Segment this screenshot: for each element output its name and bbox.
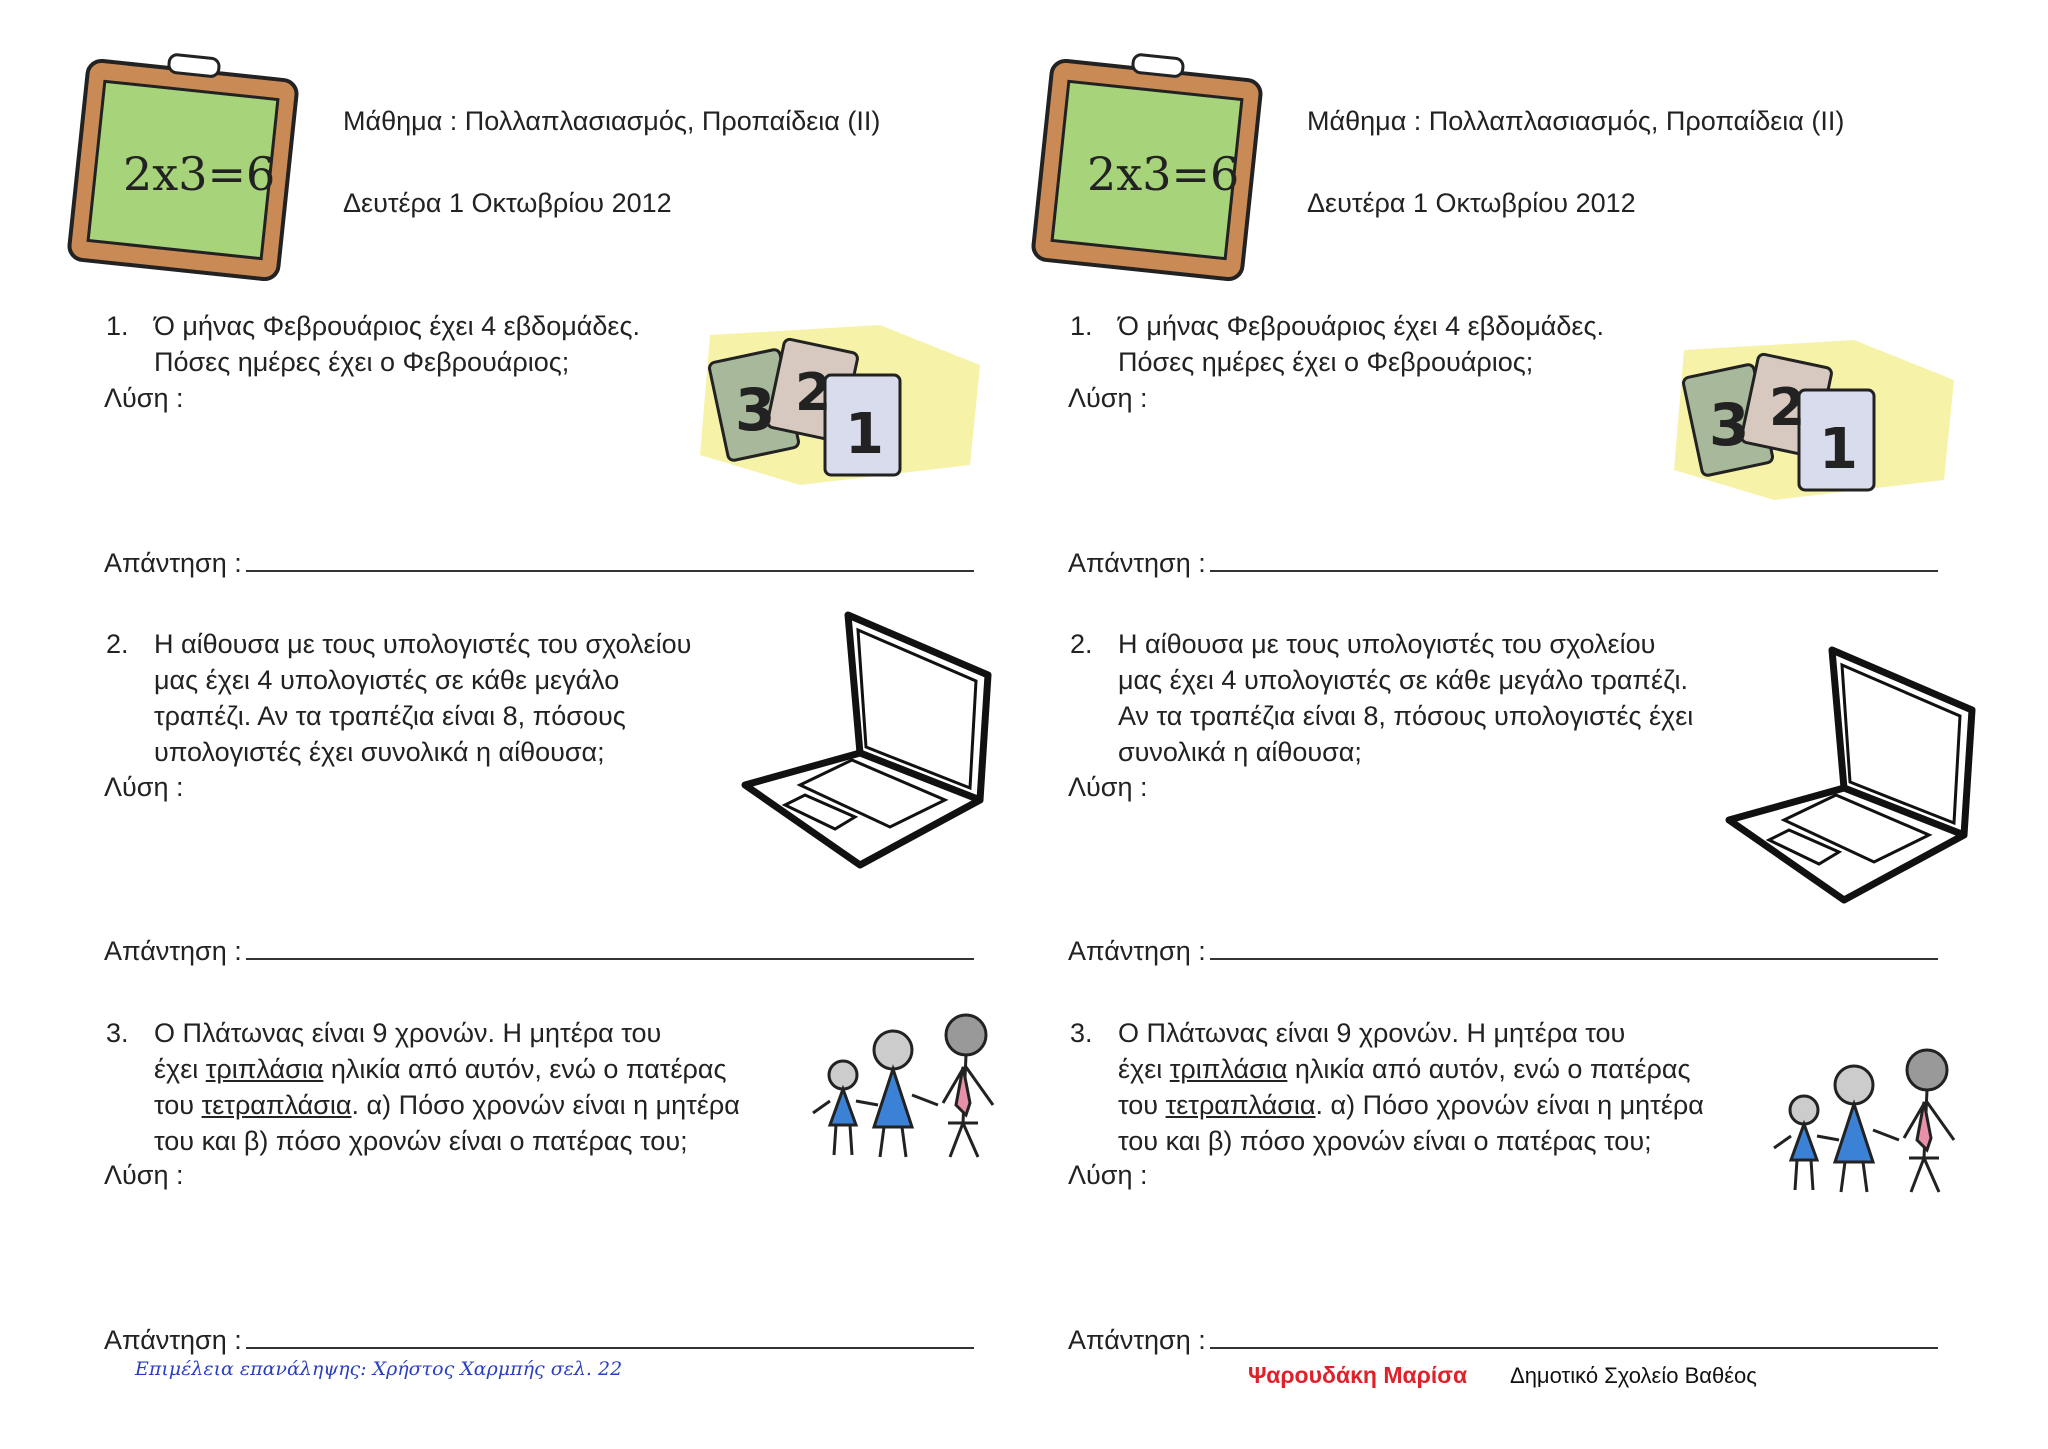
worksheet-left: [40, 0, 1040, 1449]
question-2: 2. Η αίθουσα με τους υπολογιστές του σχολείου μας έχει 4 υπολογιστές σε κάθε μεγάλο τραπέζι. Αν τα τραπέζια είναι 8, πόσους υπολογιστές έχει συνολικά η αίθουσα;: [118, 626, 691, 770]
question-1: 1. Ό μήνας Φεβρουάριος έχει 4 εβδομάδες. Πόσες ημέρες έχει ο Φεβρουάριος;: [118, 308, 640, 380]
author-name: Ψαρουδάκη Μαρίσα: [1248, 1362, 1468, 1388]
solution-label: Λύση :: [1068, 772, 1148, 802]
solution-label: Λύση :: [1068, 383, 1148, 413]
answer-line[interactable]: [246, 958, 974, 960]
answer-row-2: Απάντηση :: [1068, 936, 1940, 967]
lesson-title: Μάθημα : Πολλαπλασιασμός, Προπαίδεια (ΙΙ): [1307, 106, 1845, 136]
family-illustration: [1769, 1040, 1969, 1205]
question-number: 3.: [106, 1018, 129, 1048]
chalkboard-illustration: [1022, 50, 1272, 290]
credit-note: Επιμέλεια επανάληψης: Χρήστος Χαρμπής σελ. 22: [135, 1358, 623, 1380]
answer-row-1: Απάντηση :: [104, 548, 976, 579]
answer-line[interactable]: [1210, 958, 1938, 960]
answer-line[interactable]: [246, 570, 974, 572]
lesson-date: Δευτέρα 1 Οκτωβρίου 2012: [1307, 188, 1636, 218]
family-illustration: [808, 1005, 1008, 1170]
question-number: 2.: [106, 629, 129, 659]
svg-text:2: 2: [1769, 378, 1806, 438]
question-3: 3. Ο Πλάτωνας είναι 9 χρονών. Η μητέρα του έχει τριπλάσια ηλικία από αυτόν, ενώ ο πατέρας του τετραπλάσια. α) Πόσο χρονών είναι η μητέρα του και β) πόσο χρονών είναι ο πατέρας του;: [1082, 1015, 1704, 1159]
question-number: 1.: [106, 311, 129, 341]
calendar-illustration: [680, 315, 1010, 495]
laptop-illustration: [740, 605, 1000, 875]
laptop-illustration: [1724, 640, 1984, 910]
board-equation: 2x3=6: [123, 147, 276, 201]
lesson-title: Μάθημα : Πολλαπλασιασμός, Προπαίδεια (ΙΙ): [343, 106, 881, 136]
chalkboard-illustration: [58, 50, 308, 290]
lesson-date: Δευτέρα 1 Οκτωβρίου 2012: [343, 188, 672, 218]
svg-text:3: 3: [735, 376, 776, 444]
svg-text:1: 1: [845, 402, 884, 467]
solution-label: Λύση :: [104, 383, 184, 413]
answer-line[interactable]: [1210, 570, 1938, 572]
question-1: 1. Ό μήνας Φεβρουάριος έχει 4 εβδομάδες. Πόσες ημέρες έχει ο Φεβρουάριος;: [1082, 308, 1604, 380]
solution-label: Λύση :: [1068, 1160, 1148, 1190]
svg-text:2: 2: [795, 363, 832, 423]
answer-row-3: Απάντηση :: [1068, 1325, 1940, 1356]
solution-label: Λύση :: [104, 772, 184, 802]
answer-line[interactable]: [246, 1347, 974, 1349]
answer-row-2: Απάντηση :: [104, 936, 976, 967]
question-2: 2. Η αίθουσα με τους υπολογιστές του σχολείου μας έχει 4 υπολογιστές σε κάθε μεγάλο τραπέζι. Αν τα τραπέζια είναι 8, πόσους υπολογιστές έχει συνολικά η αίθουσα;: [1082, 626, 1693, 770]
solution-label: Λύση :: [104, 1160, 184, 1190]
svg-text:1: 1: [1819, 417, 1858, 482]
question-3: 3. Ο Πλάτωνας είναι 9 χρονών. Η μητέρα του έχει τριπλάσια ηλικία από αυτόν, ενώ ο πατέρας του τετραπλάσια. α) Πόσο χρονών είναι η μητέρα του και β) πόσο χρονών είναι ο πατέρας του;: [118, 1015, 740, 1159]
school-name: Δημοτικό Σχολείο Βαθέος: [1510, 1363, 1757, 1388]
calendar-illustration: [1654, 330, 1984, 510]
answer-row-1: Απάντηση :: [1068, 548, 1940, 579]
answer-line[interactable]: [1210, 1347, 1938, 1349]
board-equation: 2x3=6: [1087, 147, 1240, 201]
question-number: 2.: [1070, 629, 1093, 659]
answer-row-3: Απάντηση :: [104, 1325, 976, 1356]
worksheet-right: [1004, 0, 2004, 1449]
question-number: 1.: [1070, 311, 1093, 341]
question-number: 3.: [1070, 1018, 1093, 1048]
svg-text:3: 3: [1709, 391, 1750, 459]
